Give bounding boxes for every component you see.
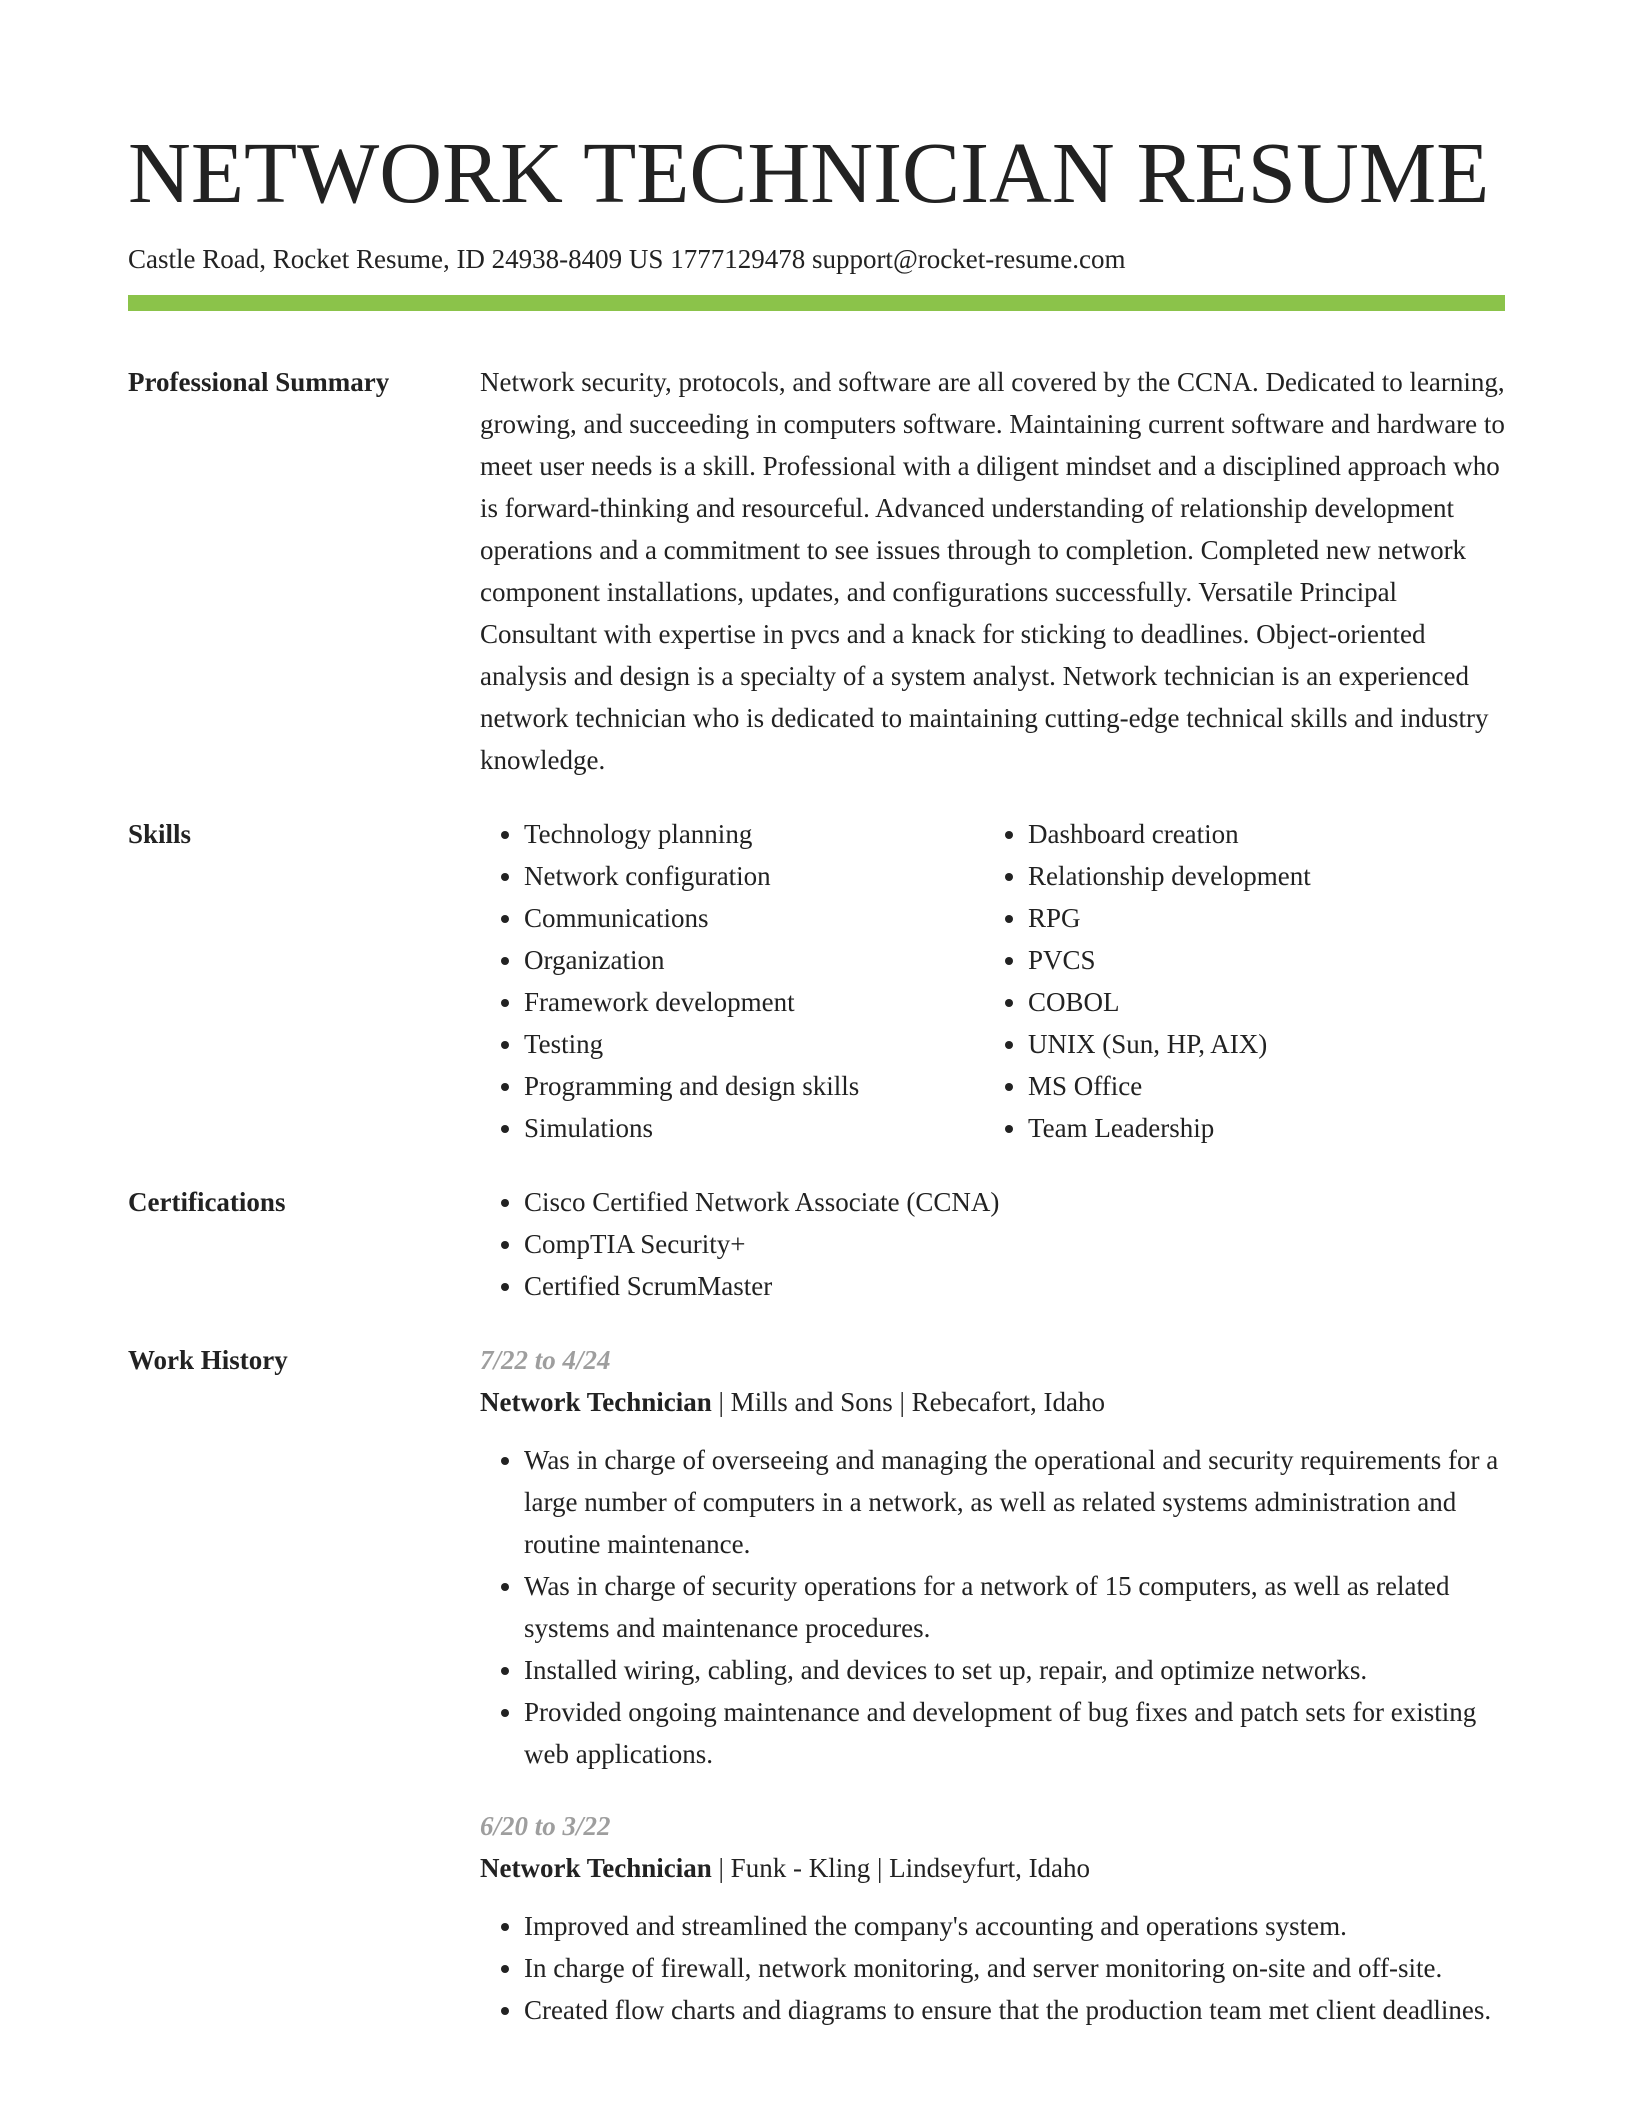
certifications-content: [480, 1181, 1505, 1307]
job-bullets: [480, 1905, 1505, 2031]
job-heading: [480, 1381, 1505, 1423]
job-dates: 6/20 to 3/22: [480, 1811, 611, 1841]
summary-section: [128, 361, 1505, 781]
resume-title: NETWORK TECHNICIAN RESUME: [128, 124, 1490, 221]
job-bullet: • In charge of firewall, network monitoring, and server monitoring on-site and off-site.: [524, 1947, 1505, 1989]
skill-item: • Relationship development: [1028, 855, 1488, 897]
summary-text: Network security, protocols, and software are all covered by the CCNA. Dedicated to learning, growing, and succeeding in computers software. Maintaining current software and hardware to meet user needs is a skill. Professional with a diligent mindset and a disciplined approach who is forward-thinking and resourceful. Advanced understanding of relationship development operations and a commitment to see issues through to completion. Completed new network component installations, updates, and configurations successfully. Versatile Principal Consultant with expertise in pvcs and a knack for sticking to deadlines. Object-oriented analysis and design is a specialty of a system analyst. Network technician is an experienced network technician who is dedicated to maintaining cutting-edge technical skills and industry knowledge.: [480, 367, 1505, 775]
skill-item: • Simulations: [524, 1107, 984, 1149]
work-history-section: [128, 1339, 1505, 2031]
skills-column-2: [984, 813, 1488, 1149]
skills-label: Skills: [128, 819, 192, 849]
certification-item: • CompTIA Security+: [524, 1223, 1505, 1265]
job-bullet: • Was in charge of overseeing and managing the operational and security requirements for a large number of computers in a network, as well as related systems administration and routine maintenance.: [524, 1439, 1505, 1565]
work-history-content: [480, 1339, 1505, 2031]
skill-item: • Technology planning: [524, 813, 984, 855]
skill-item: • Framework development: [524, 981, 984, 1023]
work-history-label: Work History: [128, 1345, 288, 1375]
job-details: | Funk - Kling | Lindseyfurt, Idaho: [711, 1853, 1091, 1883]
job-details: | Mills and Sons | Rebecafort, Idaho: [711, 1387, 1106, 1417]
contact-info: Castle Road, Rocket Resume, ID 24938-8409 US 1777129478 support@rocket-resume.com: [128, 244, 1126, 274]
job-bullets: [480, 1439, 1505, 1775]
skill-item: • RPG: [1028, 897, 1488, 939]
skills-column-1: [480, 813, 984, 1149]
certifications-label: Certifications: [128, 1187, 286, 1217]
skill-item: • Network configuration: [524, 855, 984, 897]
certifications-list: [480, 1181, 1505, 1307]
summary-label: Professional Summary: [128, 367, 390, 397]
job-dates: 7/22 to 4/24: [480, 1345, 611, 1375]
skill-item: • Dashboard creation: [1028, 813, 1488, 855]
job-bullet: • Provided ongoing maintenance and development of bug fixes and patch sets for existing web applications.: [524, 1691, 1505, 1775]
skill-item: • Testing: [524, 1023, 984, 1065]
job-bullet: • Installed wiring, cabling, and devices to set up, repair, and optimize networks.: [524, 1649, 1505, 1691]
certifications-section: [128, 1181, 1505, 1307]
job-title: Network Technician: [480, 1853, 712, 1883]
job-heading: [480, 1847, 1505, 1889]
job-bullet: • Improved and streamlined the company's accounting and operations system.: [524, 1905, 1505, 1947]
skill-item: • PVCS: [1028, 939, 1488, 981]
certification-item: • Certified ScrumMaster: [524, 1265, 1505, 1307]
skills-section: [128, 813, 1505, 1149]
resume-page: [128, 0, 1505, 2031]
certification-item: • Cisco Certified Network Associate (CCNA): [524, 1181, 1505, 1223]
skill-item: • Organization: [524, 939, 984, 981]
job-bullet: • Was in charge of security operations for a network of 15 computers, as well as related systems and maintenance procedures.: [524, 1565, 1505, 1649]
skill-item: • MS Office: [1028, 1065, 1488, 1107]
skills-grid: [480, 813, 1505, 1149]
skill-item: • COBOL: [1028, 981, 1488, 1023]
skill-item: • UNIX (Sun, HP, AIX): [1028, 1023, 1488, 1065]
job-entry: [480, 1805, 1505, 2031]
skill-item: • Programming and design skills: [524, 1065, 984, 1107]
job-title: Network Technician: [480, 1387, 712, 1417]
job-bullet: • Created flow charts and diagrams to ensure that the production team met client deadlines.: [524, 1989, 1505, 2031]
skill-item: • Team Leadership: [1028, 1107, 1488, 1149]
header-divider: [128, 295, 1505, 311]
job-entry: [480, 1339, 1505, 1775]
skill-item: • Communications: [524, 897, 984, 939]
